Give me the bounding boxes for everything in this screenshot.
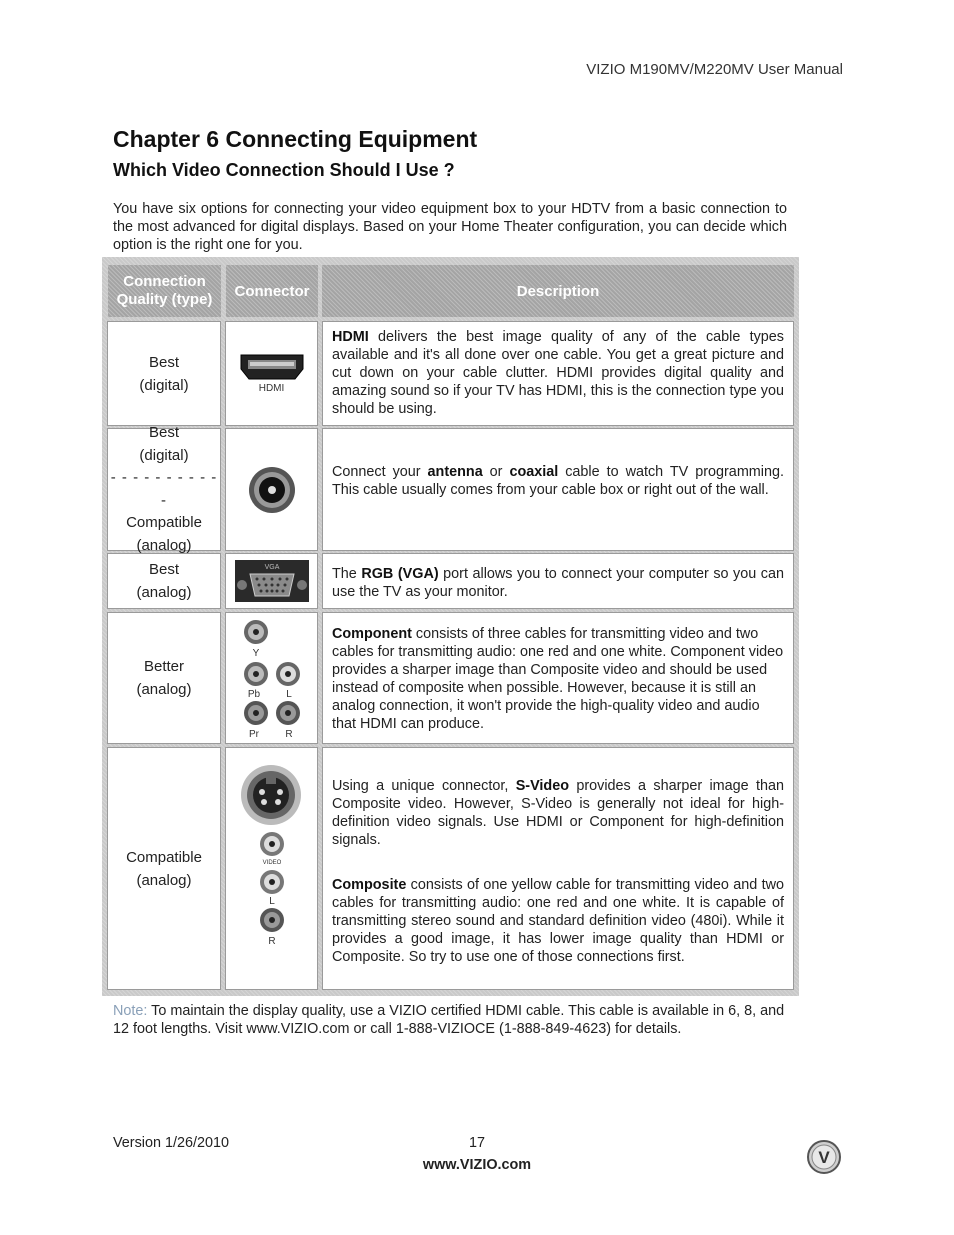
row-coax-quality bbox=[107, 424, 221, 554]
rca-jack-r bbox=[276, 701, 300, 725]
desc-text: Using a unique connector, bbox=[332, 778, 516, 794]
header-quality-label: Connection Quality (type) bbox=[116, 273, 213, 308]
rca-jack-pr bbox=[244, 701, 268, 725]
desc-text: provides a sharper image than Composite video. However, S-Video is generally not ideal for high-definition video signals. Use HDMI or Component for high-definition signals. bbox=[332, 778, 785, 848]
quality-line: Best bbox=[148, 561, 179, 578]
quality-line: Compatible bbox=[126, 514, 202, 531]
row-coax-connector bbox=[225, 428, 318, 551]
vizio-logo-icon bbox=[806, 1139, 842, 1180]
coaxial-jack-icon bbox=[247, 465, 297, 515]
desc-text: consists of one yellow cable for transmitting video and two cables for transmitting audio: one red and one white. It is capable of transmitting stereo sound and standard definition video (480i). While it provides a good image, it has lower image quality than HDMI or Composite. So try to use one of those connections first. bbox=[332, 877, 784, 965]
desc-bold: Composite bbox=[332, 877, 407, 893]
quality-divider: - - - - - - - - - - - bbox=[110, 469, 218, 509]
row-vga-connector bbox=[225, 553, 318, 609]
svideo-description bbox=[332, 777, 784, 849]
header-description bbox=[322, 265, 794, 317]
manual-title: VIZIO M190MV/M220MV User Manual bbox=[586, 61, 843, 78]
desc-bold: S-Video bbox=[515, 778, 570, 794]
quality-type: (digital) bbox=[139, 376, 189, 394]
hdmi-port-icon bbox=[239, 353, 305, 381]
chapter-title: Chapter 6 Connecting Equipment bbox=[113, 126, 478, 152]
logo-letter: V bbox=[818, 1148, 830, 1167]
desc-bold: RGB (VGA) bbox=[361, 566, 439, 582]
quality-line: Best bbox=[148, 424, 179, 441]
desc-bold: antenna bbox=[427, 464, 483, 480]
svideo-composite-jacks-icon bbox=[226, 748, 317, 989]
composite-description bbox=[332, 876, 784, 966]
page-number: 17 bbox=[469, 1135, 486, 1151]
note-label: Note: bbox=[113, 1003, 148, 1019]
composite-audio-r-jack bbox=[260, 908, 284, 932]
desc-bold: coaxial bbox=[509, 464, 559, 480]
note-text: To maintain the display quality, use a VIZIO certified HDMI cable. This cable is available in 6, 8, and 12 foot lengths. Visit www.VIZIO.com or call 1-888-VIZIOCE (1-888-849-4623) for details. bbox=[113, 1003, 785, 1037]
quality-type: (analog) bbox=[136, 536, 192, 554]
desc-text: The bbox=[332, 566, 362, 582]
jack-label-r: R bbox=[268, 936, 276, 947]
jack-label-y: Y bbox=[252, 648, 260, 659]
desc-bold: Component bbox=[332, 626, 412, 642]
header-description-label: Description bbox=[516, 282, 600, 300]
row-coax-description bbox=[322, 428, 794, 551]
component-jacks-icon bbox=[226, 613, 317, 743]
rca-jack-l bbox=[276, 662, 300, 686]
svideo-jack-icon bbox=[241, 765, 301, 825]
desc-text: delivers the best image quality of any of the cable types available and it's all done over one cable. You get a great picture and cut down on your cable clutter. HDMI provides digital quality and amazing sound so if your TV has HDMI, this is the connection type you should be using. bbox=[332, 329, 784, 417]
vga-port-label: VGA bbox=[264, 564, 279, 571]
jack-label-r: R bbox=[285, 729, 293, 740]
composite-video-jack bbox=[260, 832, 284, 856]
row-component-connector bbox=[225, 612, 318, 744]
jack-label-l: L bbox=[286, 689, 292, 700]
quality-line: Better bbox=[143, 658, 185, 675]
quality-type: (analog) bbox=[136, 584, 192, 601]
desc-text: or bbox=[482, 464, 510, 480]
row-svideo-description bbox=[322, 747, 794, 990]
desc-text: consists of three cables for transmitting video and two cables for transmitting audio: one red and one white. Component video provides a sharper image than Composite video and should be used instead of composite when possible. However, because it is still an analog connection, it won't provide the high-quality video and audio that HDMI can produce. bbox=[332, 626, 784, 732]
row-hdmi-description bbox=[322, 321, 794, 426]
rca-jack-pb bbox=[244, 662, 268, 686]
row-component-description bbox=[322, 612, 794, 744]
composite-audio-l-jack bbox=[260, 870, 284, 894]
row-vga-quality bbox=[107, 553, 221, 609]
row-svideo-quality bbox=[107, 747, 221, 990]
row-hdmi-connector bbox=[225, 321, 318, 426]
section-title: Which Video Connection Should I Use ? bbox=[113, 160, 455, 180]
quality-type: (analog) bbox=[136, 871, 192, 889]
quality-type: (analog) bbox=[136, 681, 192, 698]
desc-text: Connect your bbox=[332, 464, 428, 480]
header-connector bbox=[226, 265, 318, 317]
desc-bold: HDMI bbox=[332, 329, 369, 345]
desc-text: port allows you to connect your computer so you can use the TV as your monitor. bbox=[332, 566, 785, 600]
desc-text: cable to watch TV programming. This cable usually comes from your cable box or right out of the wall. bbox=[332, 464, 784, 498]
footer-website: www.VIZIO.com bbox=[422, 1157, 532, 1173]
quality-line: Best bbox=[148, 353, 179, 371]
hdmi-label: HDMI bbox=[258, 383, 285, 394]
jack-label-l: L bbox=[269, 896, 275, 907]
row-svideo-connector bbox=[225, 747, 318, 990]
quality-line: Compatible bbox=[126, 848, 202, 866]
jack-label-video: VIDEO bbox=[262, 860, 282, 866]
rca-jack-y bbox=[244, 620, 268, 644]
jack-label-pr: Pr bbox=[249, 729, 259, 740]
quality-type: (digital) bbox=[139, 446, 189, 464]
jack-label-pb: Pb bbox=[247, 689, 261, 700]
intro-paragraph: You have six options for connecting your video equipment box to your HDTV from a basic connection to the most advanced for digital displays. Based on your Home Theater configuration, you can decide which option is the right one for you. bbox=[113, 201, 787, 253]
row-hdmi-quality bbox=[107, 321, 221, 426]
vga-port-icon bbox=[234, 559, 310, 603]
row-vga-description bbox=[322, 553, 794, 609]
header-quality bbox=[108, 265, 221, 317]
footer-version: Version 1/26/2010 bbox=[113, 1135, 230, 1151]
row-component-quality bbox=[107, 612, 221, 744]
header-connector-label: Connector bbox=[234, 282, 310, 300]
note-paragraph bbox=[113, 1002, 793, 1038]
